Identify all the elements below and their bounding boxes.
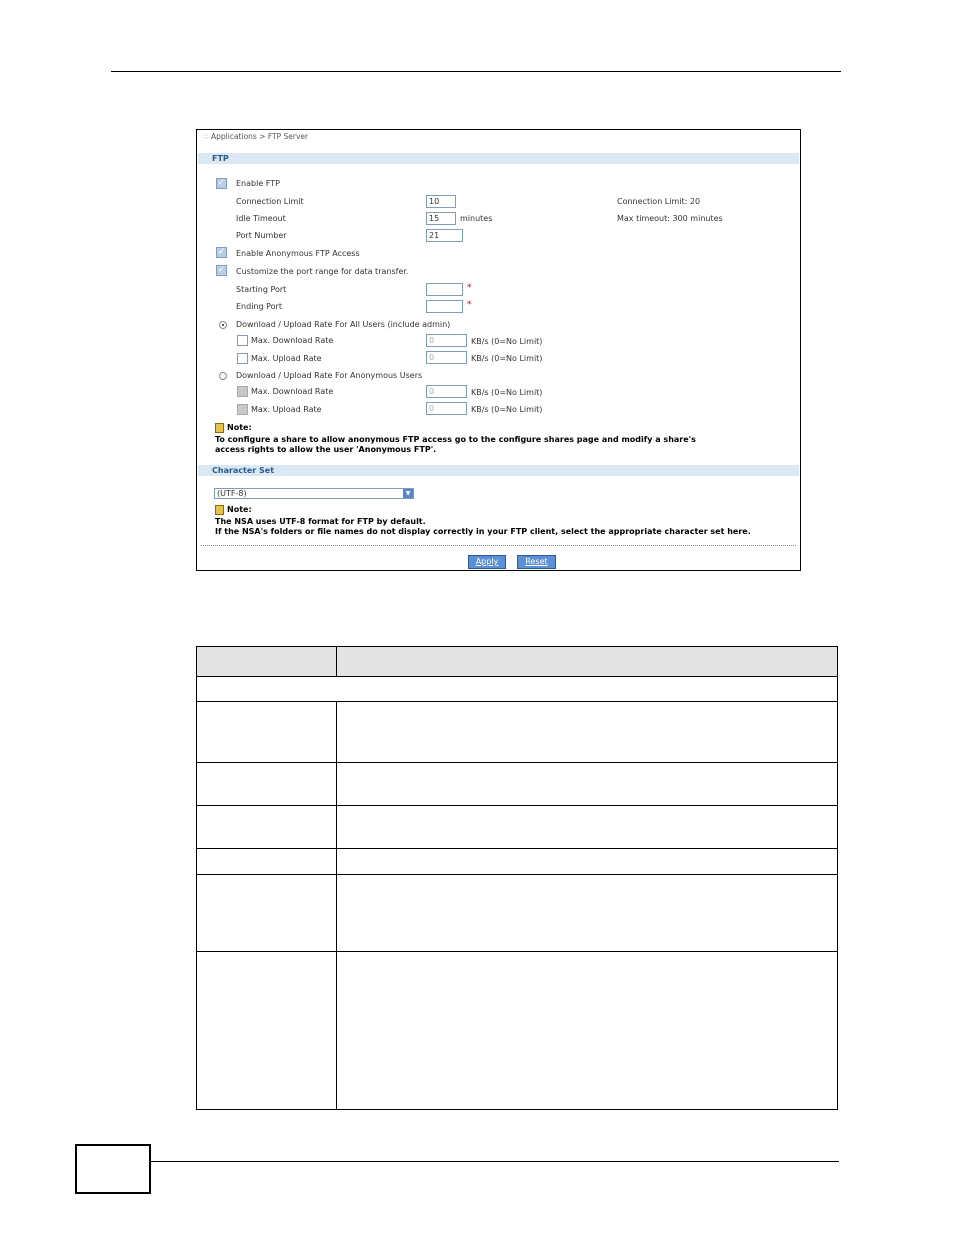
all-max-upload-input[interactable]: 0 bbox=[426, 351, 467, 364]
table-cell bbox=[337, 806, 838, 849]
section-ftp-header: FTP bbox=[198, 153, 799, 164]
anon-max-upload-checkbox[interactable] bbox=[237, 404, 248, 415]
anon-max-upload-unit: KB/s (0=No Limit) bbox=[471, 405, 543, 414]
charset-note-line1: The NSA uses UTF-8 format for FTP by default. bbox=[215, 517, 426, 526]
page-number-box bbox=[75, 1144, 151, 1194]
enable-ftp-checkbox[interactable]: ✓ bbox=[217, 178, 226, 188]
anon-max-download-label: Max. Download Rate bbox=[251, 387, 334, 396]
idle-timeout-info: Max timeout: 300 minutes bbox=[617, 214, 723, 223]
idle-timeout-label: Idle Timeout bbox=[236, 214, 286, 223]
idle-timeout-unit: minutes bbox=[460, 214, 493, 223]
table-cell bbox=[337, 702, 838, 763]
table-row bbox=[197, 875, 838, 952]
charset-select[interactable] bbox=[214, 488, 414, 499]
rate-anonymous-label: Download / Upload Rate For Anonymous Users bbox=[236, 371, 423, 380]
divider bbox=[201, 545, 796, 546]
starting-port-label: Starting Port bbox=[236, 285, 287, 294]
table-row bbox=[197, 806, 838, 849]
customize-port-range-label: Customize the port range for data transfer. bbox=[236, 267, 409, 276]
table-header-row bbox=[197, 647, 838, 677]
rate-all-users-radio[interactable] bbox=[219, 321, 227, 329]
required-mark: * bbox=[467, 283, 472, 293]
table-cell bbox=[197, 702, 337, 763]
connection-limit-input[interactable]: 10 bbox=[426, 195, 456, 208]
table-cell bbox=[197, 806, 337, 849]
all-max-upload-label: Max. Upload Rate bbox=[251, 354, 322, 363]
port-number-input[interactable]: 21 bbox=[426, 229, 463, 242]
anon-max-download-unit: KB/s (0=No Limit) bbox=[471, 388, 543, 397]
note-icon bbox=[215, 423, 224, 433]
table-row bbox=[197, 952, 838, 1110]
charset-selected: (UTF-8) bbox=[217, 489, 247, 498]
table-row bbox=[197, 702, 838, 763]
all-max-download-unit: KB/s (0=No Limit) bbox=[471, 337, 543, 346]
anon-max-download-checkbox[interactable] bbox=[237, 386, 248, 397]
table-row bbox=[197, 677, 838, 702]
all-max-download-checkbox[interactable] bbox=[237, 335, 248, 346]
table-cell bbox=[337, 763, 838, 806]
ftp-note-line2: access rights to allow the user 'Anonymous FTP'. bbox=[215, 445, 437, 454]
breadcrumb bbox=[203, 132, 308, 141]
reset-button[interactable]: Reset bbox=[517, 555, 556, 569]
table-row bbox=[197, 763, 838, 806]
ftp-note-title: Note: bbox=[227, 423, 252, 432]
port-number-label: Port Number bbox=[236, 231, 287, 240]
rate-anonymous-radio[interactable] bbox=[219, 372, 227, 380]
ftp-server-screenshot bbox=[196, 129, 801, 571]
footer-rule bbox=[151, 1161, 839, 1162]
starting-port-input[interactable] bbox=[426, 283, 463, 296]
enable-anonymous-label: Enable Anonymous FTP Access bbox=[236, 249, 360, 258]
table-cell bbox=[197, 952, 337, 1110]
charset-note-title: Note: bbox=[227, 505, 252, 514]
table-cell bbox=[197, 677, 838, 702]
section-charset-header: Character Set bbox=[198, 465, 799, 476]
connection-limit-info: Connection Limit: 20 bbox=[617, 197, 701, 206]
all-max-download-input[interactable]: 0 bbox=[426, 334, 467, 347]
table-cell bbox=[197, 849, 337, 875]
connection-limit-label: Connection Limit bbox=[236, 197, 304, 206]
ending-port-label: Ending Port bbox=[236, 302, 282, 311]
note-icon bbox=[215, 505, 224, 515]
required-mark: * bbox=[467, 300, 472, 310]
all-max-upload-unit: KB/s (0=No Limit) bbox=[471, 354, 543, 363]
table-cell bbox=[197, 875, 337, 952]
table-header-cell bbox=[197, 647, 337, 677]
description-table bbox=[196, 646, 838, 1110]
all-max-download-label: Max. Download Rate bbox=[251, 336, 334, 345]
anon-max-download-input[interactable]: 0 bbox=[426, 385, 467, 398]
grid-icon: ∷ bbox=[203, 132, 208, 141]
all-max-upload-checkbox[interactable] bbox=[237, 353, 248, 364]
breadcrumb-text: Applications > FTP Server bbox=[211, 132, 309, 141]
enable-anonymous-checkbox[interactable]: ✓ bbox=[217, 247, 226, 257]
apply-button[interactable]: Apply bbox=[468, 555, 506, 569]
table-row bbox=[197, 849, 838, 875]
charset-note-line2: If the NSA's folders or file names do not display correctly in your FTP client, select the appropriate character set here. bbox=[215, 527, 751, 536]
ftp-note-line1: To configure a share to allow anonymous FTP access go to the configure shares page and modify a share's bbox=[215, 435, 696, 444]
ending-port-input[interactable] bbox=[426, 300, 463, 313]
chevron-down-icon[interactable]: ▼ bbox=[403, 489, 413, 498]
table-cell bbox=[337, 849, 838, 875]
table-cell bbox=[197, 763, 337, 806]
enable-ftp-label: Enable FTP bbox=[236, 179, 280, 188]
rate-all-users-label: Download / Upload Rate For All Users (include admin) bbox=[236, 320, 451, 329]
header-rule bbox=[111, 71, 841, 72]
table-header-cell bbox=[337, 647, 838, 677]
anon-max-upload-input[interactable]: 0 bbox=[426, 402, 467, 415]
table-cell bbox=[337, 875, 838, 952]
anon-max-upload-label: Max. Upload Rate bbox=[251, 405, 322, 414]
idle-timeout-input[interactable]: 15 bbox=[426, 212, 456, 225]
customize-port-range-checkbox[interactable]: ✓ bbox=[217, 265, 226, 275]
table-cell bbox=[337, 952, 838, 1110]
